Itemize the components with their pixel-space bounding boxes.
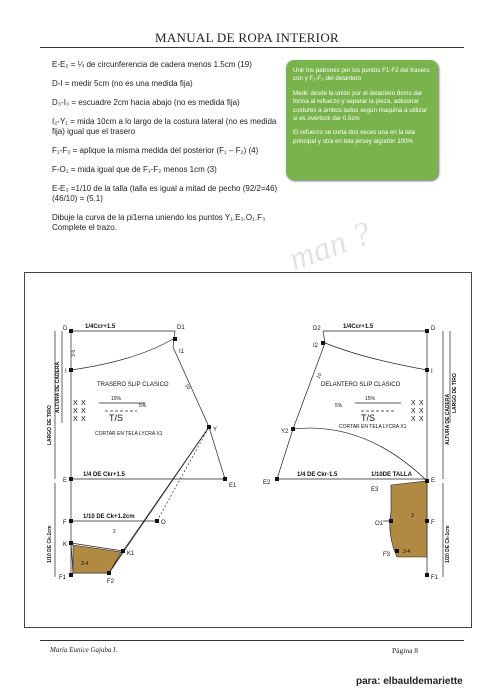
point-label: E3 (371, 487, 379, 493)
point-label: F1 (431, 575, 439, 581)
back-dim-2: 2 (113, 529, 116, 535)
front-5pct: 5% (335, 403, 343, 409)
header-rule (40, 47, 464, 48)
x-mark: X (73, 416, 78, 423)
front-crotch-label: 1/10DE TALLA (371, 472, 412, 478)
front-piece-title: DELANTERO SLIP CLASICO (321, 382, 401, 388)
point-label: I (65, 369, 67, 375)
pattern-frame (24, 272, 472, 628)
note-paragraph: Medir desde la unión por el delantero 8cms dar forma al refuerzo y separar la pieza, adicionar costures a ambos lados según maquina a utilizar si es overlock dar 0.5cm (293, 89, 428, 123)
front-side-label: ALTURA DE CADERA (445, 393, 451, 445)
point-label: I1 (179, 349, 185, 355)
x-mark: X (81, 408, 86, 415)
back-dim-34: 3-4 (81, 561, 89, 567)
x-mark: X (73, 400, 78, 407)
source-credit: para: elbauldemariette (356, 676, 463, 687)
instruction-line: E-E₂ = ¼ de circunferencia de cadera menos 1.5cm (19) (52, 60, 252, 69)
footer-rule (40, 640, 464, 641)
x-mark: X (81, 416, 86, 423)
point-label: F1 (59, 575, 67, 581)
instructions (52, 60, 290, 242)
point-label: I2 (313, 343, 319, 349)
x-mark: X (419, 408, 424, 415)
point-label: F3 (383, 552, 391, 558)
point-label: E (431, 478, 436, 484)
point-label: K (63, 542, 68, 548)
point-label: D2 (313, 326, 321, 332)
front-hip-label: 1/4 DE Ckr-1.5 (297, 472, 338, 478)
front-dim-34: 3-4 (403, 549, 411, 555)
x-mark: X (411, 400, 416, 407)
back-side-label: LARGO DE TIRO (47, 405, 53, 445)
front-top-label: 1/4Ccr+1.5 (343, 324, 374, 330)
green-note-box (286, 60, 438, 180)
point-label: D (63, 326, 68, 332)
front-ts: T/S (361, 413, 376, 423)
footer-page-number: Página 8 (392, 646, 419, 655)
back-dim-10: 10 (183, 383, 192, 391)
front-dim-3: 3 (411, 513, 414, 519)
front-side-label: LARGO DE TIRO (452, 373, 458, 413)
back-top-label: 1/4Ccr+1.5 (85, 324, 116, 330)
back-side-label: 1/10 DE Ck-1cm (47, 525, 53, 563)
note-paragraph: El refuerzo se corta dos veces una en la tela principal y otra en tela jersey algodón 100% (293, 129, 416, 145)
point-label: I (431, 369, 433, 375)
instruction-line: F-O₁ = mida igual que de F₁-F₂ menos 1cm (3) (52, 165, 217, 174)
page-title: MANUAL DE ROPA INTERIOR (155, 30, 339, 45)
x-mark: X (419, 400, 424, 407)
point-label: Y2 (281, 429, 289, 435)
back-piece-title: TRASERO SLIP CLASICO (97, 382, 169, 388)
point-label: F2 (107, 579, 115, 585)
point-label: E1 (229, 483, 237, 489)
point-label: O (161, 520, 166, 526)
front-fabric: CORTAR EN TELA LYCRA X1 (339, 424, 407, 430)
back-fabric: CORTAR EN TELA LYCRA X1 (95, 431, 163, 437)
point-label: F (431, 520, 435, 526)
back-5pct: 5% (139, 403, 147, 409)
back-crotch-label: 1/10 DE Ck+1.2cm (83, 514, 135, 520)
x-mark: X (419, 416, 424, 423)
x-mark: X (73, 408, 78, 415)
instruction-line: D-I = medir 5cm (no es una medida fija) (52, 79, 193, 88)
back-ts: T/S (109, 413, 124, 423)
point-label: D1 (177, 325, 185, 331)
back-dim-35: 3-5 (71, 349, 77, 357)
front-side-label: 1/20 DE Ck-1cm (445, 525, 451, 563)
point-label: F (63, 520, 67, 526)
back-15pct: 15% (111, 396, 122, 402)
point-label: Y (213, 427, 218, 433)
footer-author: María Eunice Gajuba I. (50, 646, 118, 654)
instruction-line: D₃-I₃ = escuadre 2cm hacia abajo (no es medida fija) (52, 98, 240, 107)
x-mark: X (411, 416, 416, 423)
watermark: man ? (284, 214, 376, 279)
instruction-line: I₂-Y₁ = mida 10cm a lo largo de la costura lateral (no es medida fija) igual que el trasero (52, 117, 277, 136)
instruction-line: Dibuje la curva de la pi1erna uniendo los puntos Y₁.E₃.O₁.F₃ Complete el trazo. (52, 213, 266, 232)
x-mark: X (411, 408, 416, 415)
point-label: E (63, 478, 68, 484)
note-paragraph: Unir los patrones por los puntos F1-F2 del trasero con y F₁-F₃ del delantero (293, 67, 430, 83)
instruction-line: E-E₃ =1/10 de la talla (talla es igual a mitad de pecho (92/2=46) (46/10) = (5.1) (52, 184, 278, 203)
back-side-label: ALTURA DE CADERA (55, 361, 61, 413)
front-dim-10: 10 (315, 372, 324, 380)
pattern-diagram (25, 273, 471, 627)
point-label: O1 (375, 521, 384, 527)
back-hip-label: 1/4 DE Ckr+1.5 (83, 472, 125, 478)
point-label: D (431, 326, 436, 332)
point-label: E2 (263, 480, 271, 486)
instruction-line: F₁-F₃ = aplique la misma medida del posterior (F₁ – F₂) (4) (52, 146, 259, 155)
point-label: K1 (127, 551, 135, 557)
front-15pct: 15% (365, 396, 376, 402)
x-mark: X (81, 400, 86, 407)
